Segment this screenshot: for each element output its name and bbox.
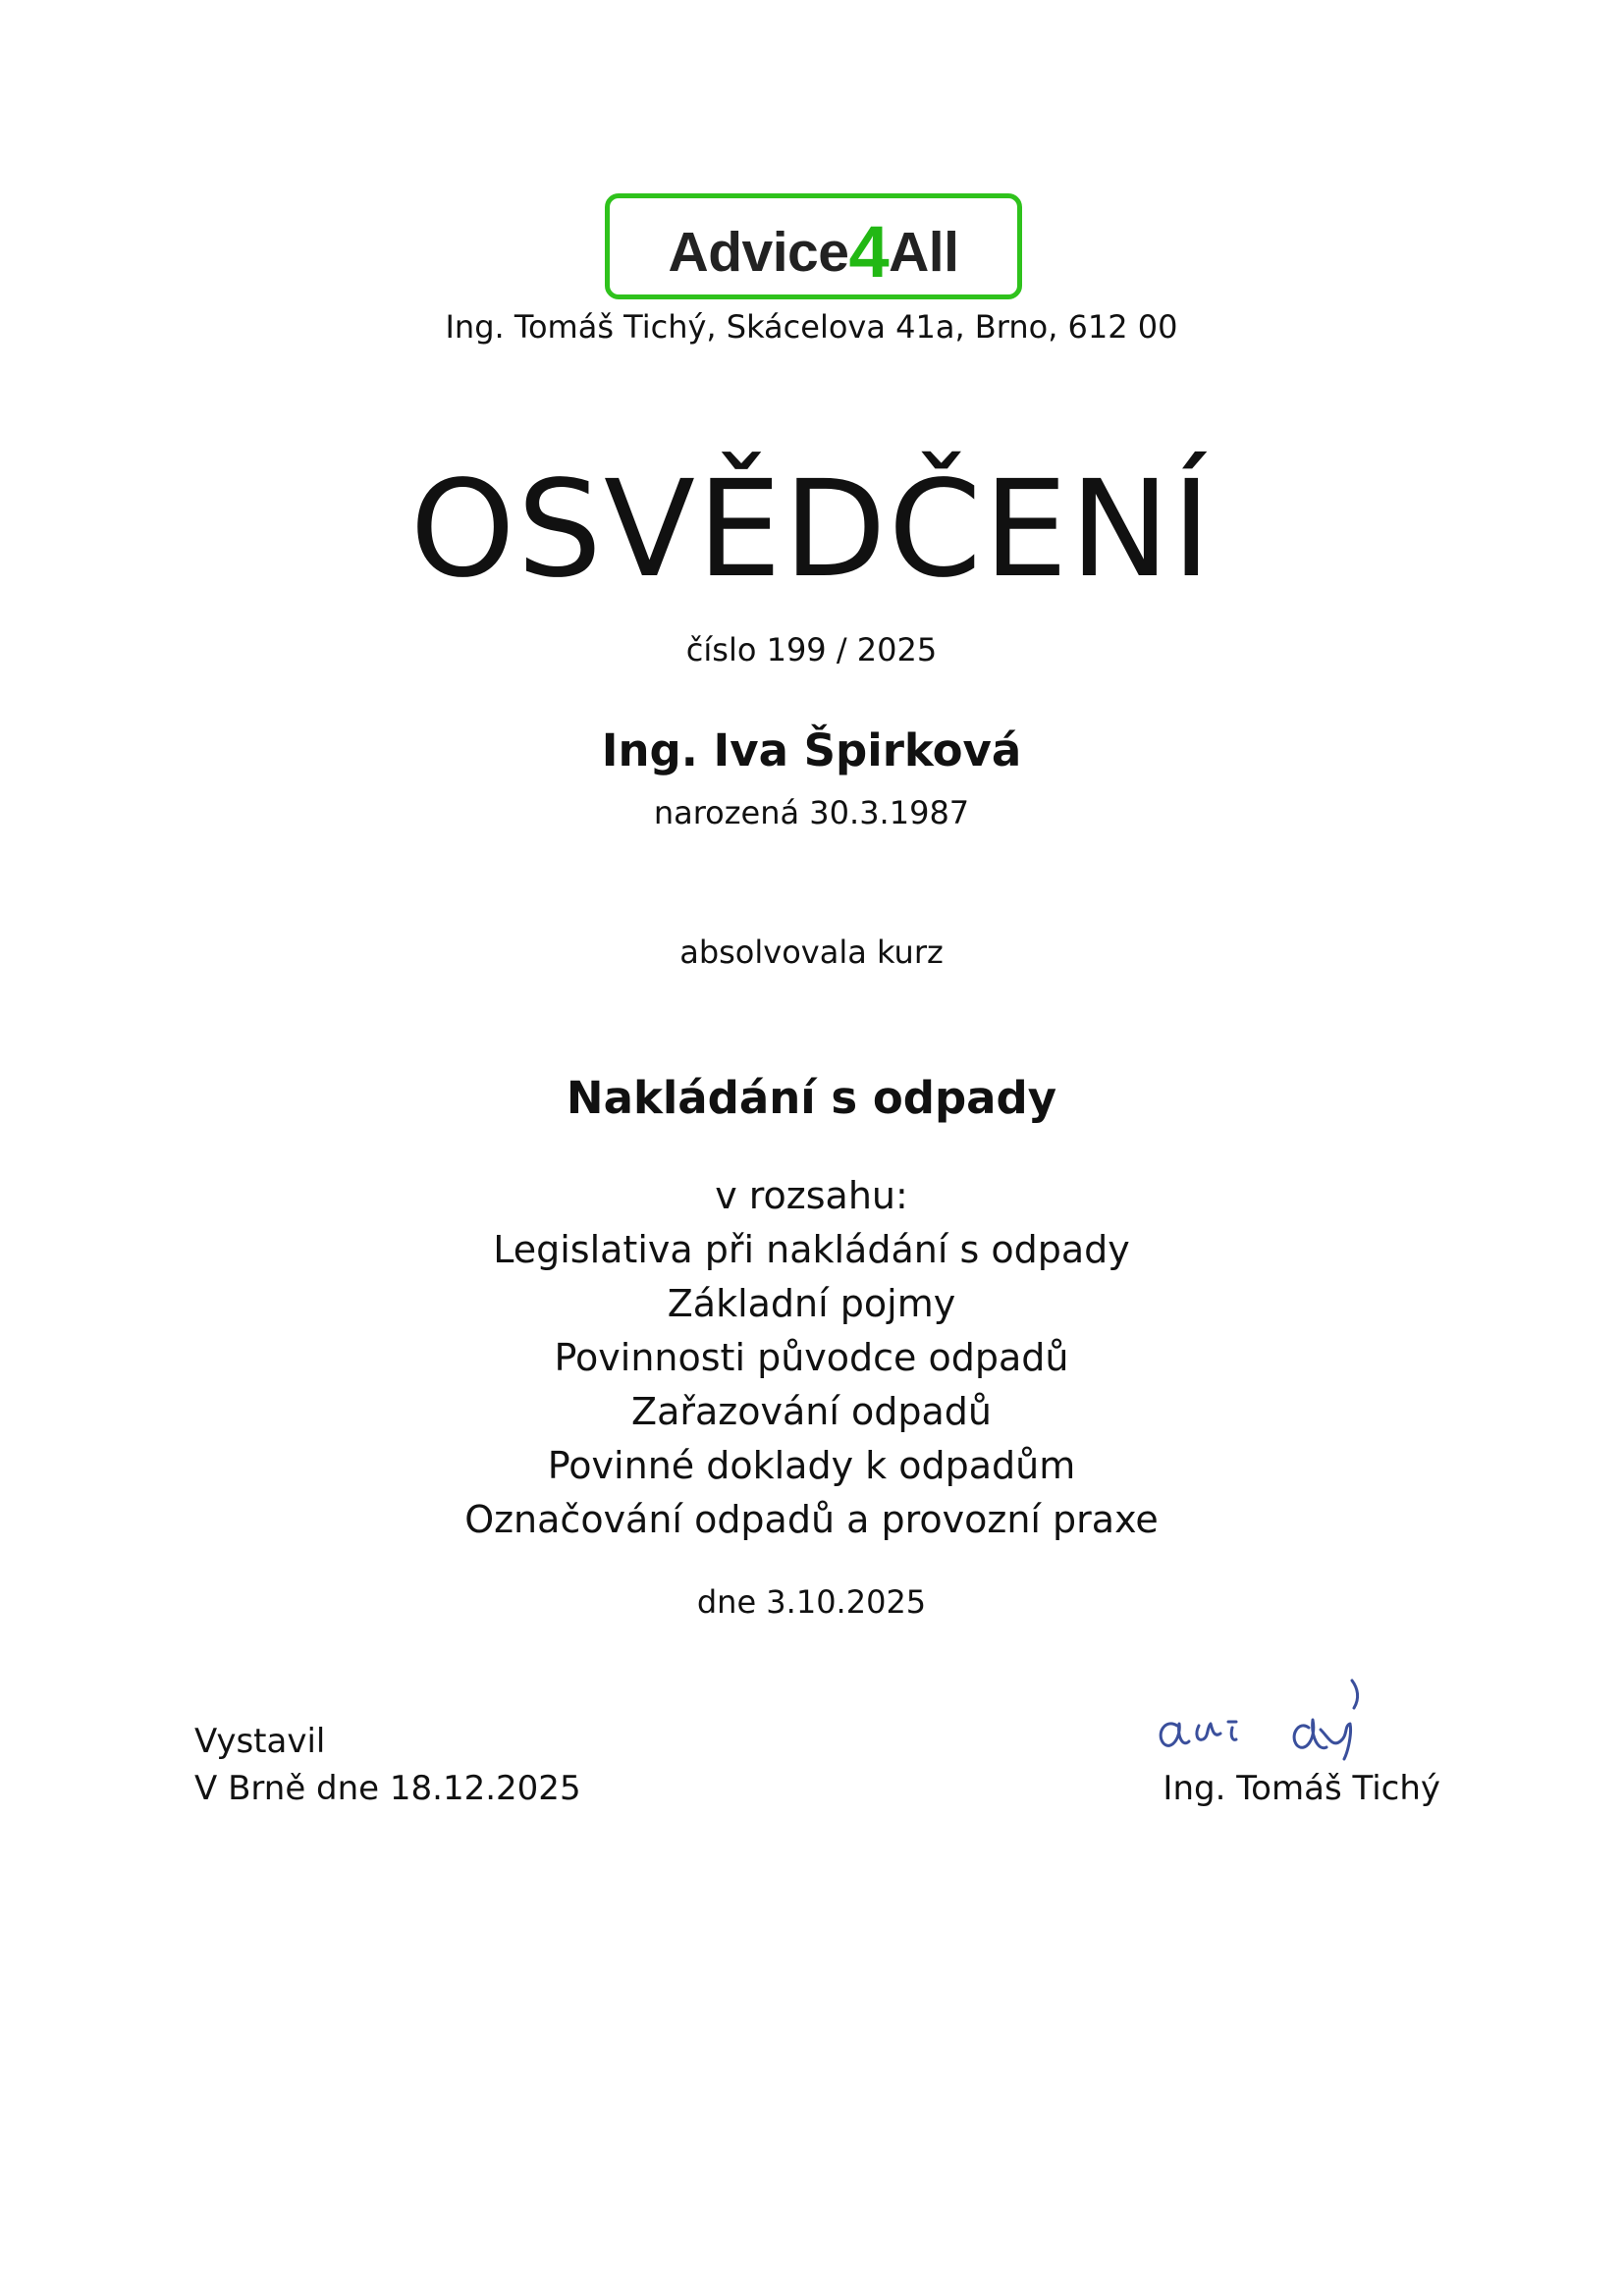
scope-item: Základní pojmy xyxy=(667,1282,956,1325)
scope-item: Zařazování odpadů xyxy=(631,1390,992,1433)
issued-label: Vystavil xyxy=(194,1722,326,1761)
course-scope-list xyxy=(0,1169,1623,1547)
issued-place-date: V Brně dne 18.12.2025 xyxy=(194,1769,581,1808)
issued-block xyxy=(194,1718,581,1812)
scope-label: v rozsahu: xyxy=(715,1174,908,1217)
holder-birth-date: narozená 30.3.1987 xyxy=(653,794,970,831)
scope-item: Označování odpadů a provozní praxe xyxy=(464,1498,1159,1541)
scope-item: Povinnosti původce odpadů xyxy=(554,1336,1069,1379)
logo-text-all: All xyxy=(889,221,959,284)
holder-name: Ing. Iva Špirková xyxy=(601,724,1022,776)
company-logo xyxy=(605,193,1022,299)
scope-item: Legislativa při nakládání s odpady xyxy=(493,1228,1130,1271)
completed-course-text: absolvovala kurz xyxy=(679,934,944,971)
certificate-number: číslo 199 / 2025 xyxy=(685,631,938,668)
logo-text-four: 4 xyxy=(848,211,890,293)
signer-block xyxy=(1126,1669,1440,1806)
logo-text-advice: Advice xyxy=(668,221,849,284)
handwritten-signature xyxy=(1126,1669,1440,1765)
issuer-address: Ing. Tomáš Tichý, Skácelova 41a, Brno, 612 00 xyxy=(445,308,1178,346)
scope-item: Povinné doklady k odpadům xyxy=(547,1444,1076,1487)
logo-wordmark xyxy=(610,211,1017,293)
course-name: Nakládání s odpady xyxy=(566,1072,1057,1124)
course-date: dne 3.10.2025 xyxy=(696,1583,927,1621)
signer-name: Ing. Tomáš Tichý xyxy=(1163,1769,1440,1808)
certificate-title: OSVĚDČENÍ xyxy=(409,453,1214,608)
